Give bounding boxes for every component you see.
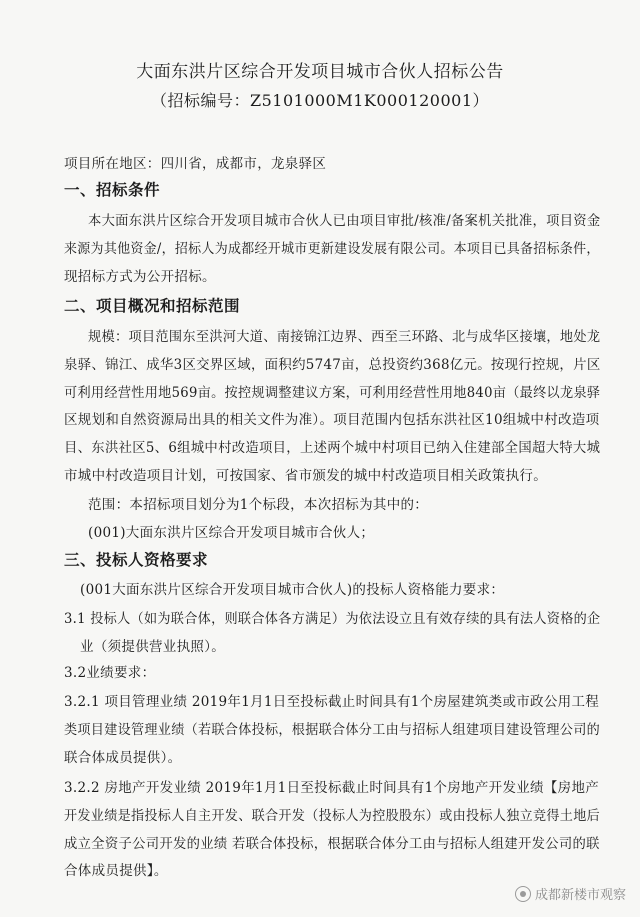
circle-logo-icon (515, 886, 531, 902)
watermark (515, 884, 626, 903)
paragraph-line: 现招标方式为公开招标。 (64, 269, 216, 285)
watermark-text: 成都新楼市观察 (534, 888, 626, 903)
paragraph-line: 业（须提供营业执照）。 (80, 639, 226, 655)
paragraph-line: 3.2.2 房地产开发业绩 2019年1月1日至投标截止时间具有1个房地产开发业绩【房地产 (64, 780, 600, 796)
paragraph-line: (001)大面东洪片区综合开发项目城市合伙人； (88, 525, 375, 541)
paragraph-line: 目、东洪社区5、6组城中村改造项目，上述两个城中村项目已纳入住建部全国超大特大城 (64, 440, 601, 456)
paragraph-line: 范围：本招标项目划分为1个标段，本次招标为其中的： (88, 497, 429, 513)
document-title: 大面东洪片区综合开发项目城市合伙人招标公告 (136, 62, 504, 82)
section-heading-1: 一、招标条件 (64, 181, 161, 199)
paragraph-line: 本大面东洪片区综合开发项目城市合伙人已由项目审批/核准/备案机关批准，项目资金 (88, 213, 601, 229)
section-heading-2: 二、项目概况和招标范围 (64, 297, 241, 315)
paragraph-line: 类项目建设管理业绩（若联合体投标，根据联合体分工由与招标人组建项目建设管理公司的 (64, 722, 600, 738)
paragraph-line: 泉驿、锦江、成华3区交界区域，面积约5747亩，总投资约368亿元。按现行控规，片区 (64, 357, 601, 373)
paragraph-line: 来源为其他资金/，招标人为成都经开城市更新建设发展有限公司。本项目已具备招标条件， (64, 241, 600, 257)
paragraph-line: 可利用经营性用地569亩。按控规调整建议方案，可利用经营性用地840亩（最终以龙泉驿 (64, 385, 601, 401)
paragraph-line: 区规划和自然资源局出具的相关文件为准）。项目范围内包括东洪社区10组城中村改造项 (64, 412, 600, 428)
paragraph-line: 规模：项目范围东至洪河大道、南接锦江边界、西至三环路、北与成华区接壤，地处龙 (88, 329, 601, 345)
paragraph-line: 3.2业绩要求： (64, 665, 156, 681)
paragraph-line: 成立全资子公司开发的业绩 若联合体投标，根据联合体分工由与招标人组建开发公司的联 (64, 836, 600, 852)
paragraph-line: 市城中村改造项目计划，可按国家、省市颁发的城中村改造项目相关政策执行。 (64, 468, 547, 484)
paragraph-line: 3.1 投标人（如为联合体，则联合体各方满足）为依法设立且有效存续的具有法人资格的企 (64, 611, 601, 627)
paragraph-line: (001大面东洪片区综合开发项目城市合伙人)的投标人资格能力要求： (80, 582, 505, 598)
paragraph-line: 合体成员提供】。 (64, 863, 168, 879)
paragraph-line: 3.2.1 项目管理业绩 2019年1月1日至投标截止时间具有1个房屋建筑类或市政公用工程 (64, 694, 600, 710)
tender-number: （招标编号：Z5101000M1K000120001） (150, 91, 489, 110)
project-location: 项目所在地区：四川省，成都市，龙泉驿区 (64, 156, 327, 172)
section-heading-3: 三、投标人资格要求 (64, 551, 209, 569)
paragraph-line: 联合体成员提供）。 (64, 750, 182, 766)
paragraph-line: 开发业绩是指投标人自主开发、联合开发（投标人为控股股东）或由投标人独立竞得土地后 (64, 808, 600, 824)
